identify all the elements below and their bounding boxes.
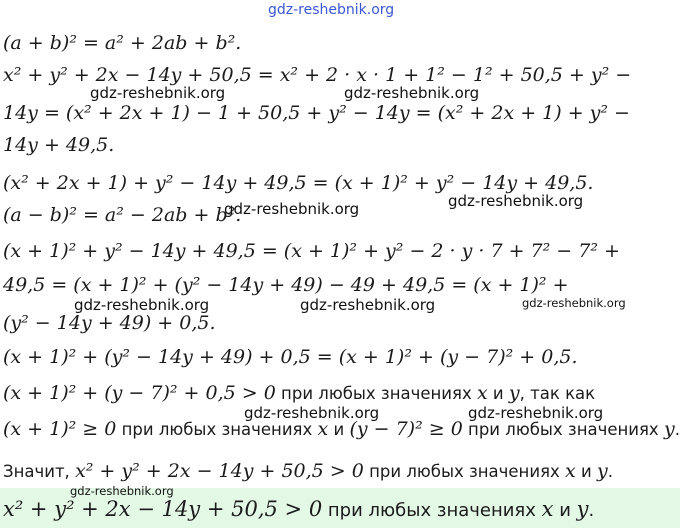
solution-line-1: (a + b)² = a² + 2ab + b². [3,32,242,54]
conclusion-and: и [575,462,597,481]
answer-line [3,496,594,524]
line11-tail: , так как [519,384,596,403]
line11-and: и [487,384,509,403]
solution-line-10: (x + 1)² + (y² − 14y + 49) + 0,5 = (x + 1)² + (y − 7)² + 0,5. [3,346,578,368]
line12-math-2: (y − 7)² ≥ 0 [349,418,463,440]
answer-dot: . [588,500,595,521]
watermark-6: gdz-reshebnik.org [300,296,436,314]
solution-line-4: 14y + 49,5. [3,134,115,156]
solution-line-11 [3,380,595,407]
conclusion-var-y: y [596,460,608,482]
line11-text: при любых значениях [275,384,477,403]
watermark-7: gdz-reshebnik.org [522,296,626,310]
watermark-5: gdz-reshebnik.org [74,296,210,314]
solution-line-6: (a − b)² = a² − 2ab + b². [3,204,242,226]
watermark-10: gdz-reshebnik.org [70,484,174,498]
watermark-top: gdz-reshebnik.org [268,2,395,18]
answer-and: и [553,500,577,521]
solution-line-2: x² + y² + 2x − 14y + 50,5 = x² + 2 · x · 1 + 1² − 1² + 50,5 + y² − [3,64,632,86]
conclusion-text: при любых значениях [363,462,566,481]
solution-line-8: 49,5 = (x + 1)² + (y² − 14y + 49) − 49 + 49,5 = (x + 1)² + [3,274,569,296]
line11-math: (x + 1)² + (y − 7)² + 0,5 > 0 [3,382,276,404]
conclusion-dot: . [607,462,613,481]
answer-math: x² + y² + 2x − 14y + 50,5 > 0 [3,497,323,521]
line12-dot: . [674,420,680,439]
line12-text-1: при любых значениях [116,420,318,439]
watermark-2: gdz-reshebnik.org [344,84,480,102]
line12-and: и [328,420,350,439]
line12-text-2: при любых значениях [462,420,664,439]
line11-var-x: x [476,382,488,404]
watermark-3: gdz-reshebnik.org [224,200,360,218]
line12-var-y: y [663,418,675,440]
line12-math-1: (x + 1)² ≥ 0 [3,418,117,440]
answer-var-y: y [576,497,589,521]
watermark-9: gdz-reshebnik.org [468,404,604,422]
watermark-1: gdz-reshebnik.org [90,84,226,102]
conclusion-prefix: Значит, [3,462,76,481]
line12-var-x: x [317,418,329,440]
conclusion-var-x: x [565,460,576,482]
solution-line-5: (x² + 2x + 1) + y² − 14y + 49,5 = (x + 1)² + y² − 14y + 49,5. [3,172,594,194]
solution-line-7: (x + 1)² + y² − 14y + 49,5 = (x + 1)² + y² − 2 · y · 7 + 7² − 7² + [3,240,620,262]
conclusion-line [3,458,613,485]
solution-line-9: (y² − 14y + 49) + 0,5. [3,312,216,334]
answer-text: при любых значениях [322,500,542,521]
watermark-8: gdz-reshebnik.org [244,404,380,422]
watermark-4: gdz-reshebnik.org [448,192,584,210]
conclusion-math: x² + y² + 2x − 14y + 50,5 > 0 [75,460,364,482]
answer-var-x: x [541,497,554,521]
line11-var-y: y [508,382,520,404]
solution-line-3: 14y = (x² + 2x + 1) − 1 + 50,5 + y² − 14y = (x² + 2x + 1) + y² − [3,102,630,124]
